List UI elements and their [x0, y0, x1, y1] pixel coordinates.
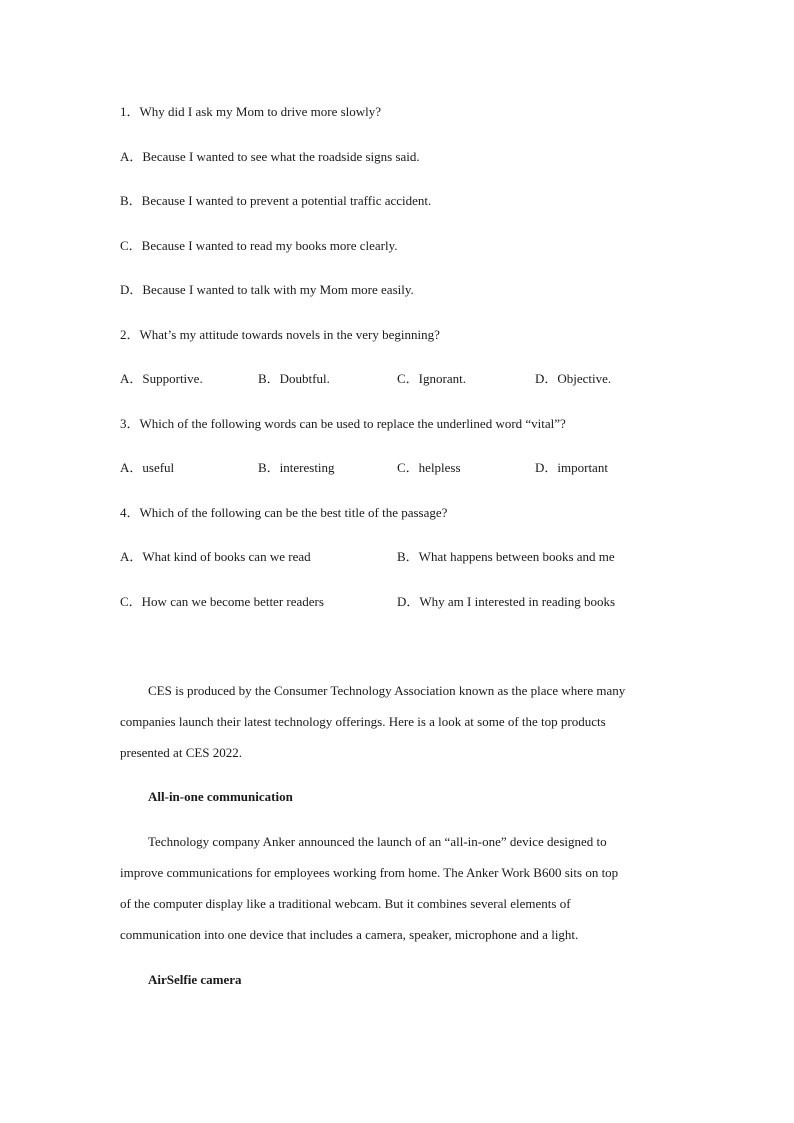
section-heading-all-in-one: All-in-one communication	[148, 789, 293, 804]
question-1-option-b: B．Because I wanted to prevent a potential traffic accident.	[120, 193, 432, 208]
question-1-option-a: A．Because I wanted to see what the roadside signs said.	[120, 149, 420, 164]
question-3-option-a: A．useful	[120, 460, 175, 475]
question-2-option-a: A．Supportive.	[120, 371, 203, 386]
question-2-option-d: D．Objective.	[535, 371, 612, 386]
passage-intro-line: presented at CES 2022.	[120, 745, 243, 760]
question-1-option-d: D．Because I wanted to talk with my Mom more easily.	[120, 282, 414, 297]
question-3-option-d: D．important	[535, 460, 608, 475]
passage-intro	[120, 675, 665, 768]
question-4-option-d: D．Why am I interested in reading books	[397, 594, 616, 609]
section-heading-airselfie: AirSelfie camera	[148, 972, 242, 987]
question-3-option-b: B．interesting	[258, 460, 335, 475]
question-4-option-c: C．How can we become better readers	[120, 594, 324, 609]
section-1-line: of the computer display like a traditional webcam. But it combines several elements of	[120, 896, 571, 911]
question-1-stem: 1．Why did I ask my Mom to drive more slowly?	[120, 104, 382, 119]
question-2-option-b: B．Doubtful.	[258, 371, 330, 386]
section-1-line: improve communications for employees working from home. The Anker Work B600 sits on top	[120, 865, 619, 880]
passage-intro-line: CES is produced by the Consumer Technology Association known as the place where many	[148, 683, 626, 698]
question-1-option-c: C．Because I wanted to read my books more clearly.	[120, 238, 398, 253]
question-4-option-a: A．What kind of books can we read	[120, 549, 311, 564]
section-1-line: communication into one device that includes a camera, speaker, microphone and a light.	[120, 927, 579, 942]
question-4-option-b: B．What happens between books and me	[397, 549, 615, 564]
section-1-line: Technology company Anker announced the launch of an “all-in-one” device designed to	[148, 834, 607, 849]
section-1-paragraph	[120, 826, 665, 950]
question-3-stem: 3．Which of the following words can be used to replace the underlined word “vital”?	[120, 416, 566, 431]
question-4-stem: 4．Which of the following can be the best title of the passage?	[120, 505, 448, 520]
question-2-stem: 2．What’s my attitude towards novels in the very beginning?	[120, 327, 440, 342]
passage-intro-line: companies launch their latest technology offerings. Here is a look at some of the top products	[120, 714, 606, 729]
question-2-option-c: C．Ignorant.	[397, 371, 466, 386]
question-3-option-c: C．helpless	[397, 460, 461, 475]
